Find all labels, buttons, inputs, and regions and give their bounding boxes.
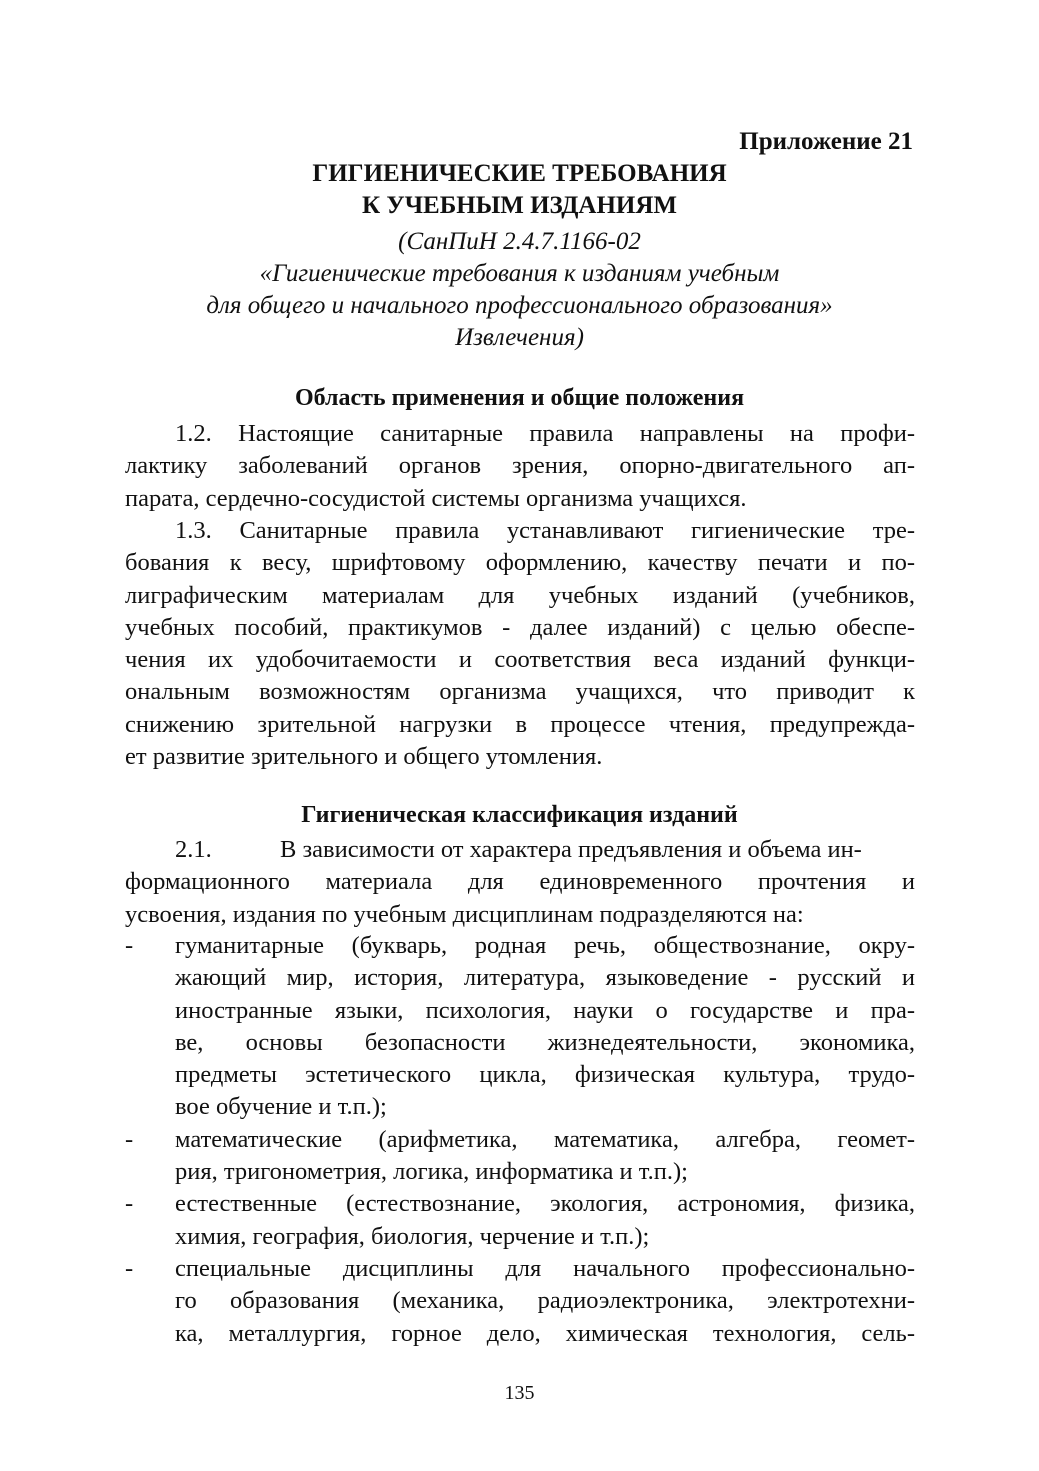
text-line: бования к весу, шрифтовому оформлению, качеству печати и по- — [125, 549, 915, 577]
section-heading-scope: Область применения и общие положения — [294, 385, 745, 411]
title-line-1: ГИГИЕНИЧЕСКИЕ ТРЕБОВАНИЯ — [312, 160, 727, 187]
text-line: иностранные языки, психология, науки о государстве и пра- — [175, 996, 915, 1024]
subtitle-line-1: (СанПиН 2.4.7.1166-02 — [398, 228, 641, 255]
list-dash: - — [125, 1190, 134, 1218]
subtitle-line-4: Извлечения) — [455, 324, 584, 351]
section-heading-classification: Гигиеническая классификация изданий — [301, 802, 738, 828]
list-item — [125, 1253, 915, 1350]
document-subtitle — [0, 226, 1039, 354]
text-line: лиграфическим материалам для учебных изданий (учебников, — [125, 581, 915, 609]
list-item — [125, 1188, 915, 1253]
text-line: рия, тригонометрия, логика, информатика и т.п.); — [175, 1158, 688, 1186]
text-line: 1.3. Санитарные правила устанавливают гигиенические тре- — [175, 517, 915, 544]
clause-number: 2.1. — [175, 836, 212, 863]
paragraph-2-1 — [125, 834, 915, 931]
document-title — [0, 158, 1039, 222]
text-line: формационного материала для единовременного прочтения и — [125, 868, 915, 896]
text-line: химия, география, биология, черчение и т.п.); — [175, 1222, 650, 1250]
text-line: ве, основы безопасности жизнедеятельности, экономика, — [175, 1028, 915, 1056]
text-line: го образования (механика, радиоэлектроника, электротехни- — [175, 1287, 915, 1315]
text-line: 1.2. Настоящие санитарные правила направлены на профи- — [175, 420, 915, 447]
text-line: математические (арифметика, математика, алгебра, геомет- — [175, 1125, 915, 1153]
page-number: 135 — [504, 1382, 535, 1404]
paragraph-1-3 — [125, 515, 915, 773]
text-line: предметы эстетического цикла, физическая культура, трудо- — [175, 1061, 915, 1089]
list-dash: - — [125, 1125, 134, 1153]
paragraph-1-2 — [125, 418, 915, 515]
text-line — [125, 834, 915, 866]
text-line: гуманитарные (букварь, родная речь, обществознание, окру- — [175, 932, 915, 959]
text-line: учебных пособий, практикумов - далее изданий) с целью обеспе- — [125, 613, 915, 641]
text-line: ональным возможностям организма учащихся, что приводит к — [125, 678, 915, 706]
text-line: усвоения, издания по учебным дисциплинам подразделяются на: — [125, 900, 804, 928]
list-item — [125, 1124, 915, 1189]
text-line: ка, металлургия, горное дело, химическая технология, сель- — [175, 1319, 915, 1347]
text-line: чения их удобочитаемости и соответствия веса изданий функци- — [125, 646, 915, 674]
clause-text: В зависимости от характера предъявления и объема ин- — [280, 836, 862, 863]
text-line: специальные дисциплины для начального профессионально- — [175, 1254, 915, 1282]
text-line: жающий мир, история, литература, языковедение - русский и — [175, 964, 915, 992]
list-item — [125, 930, 915, 1124]
text-line: лактику заболеваний органов зрения, опорно-двигательного ап- — [125, 452, 915, 480]
discipline-list — [125, 930, 915, 1350]
list-dash: - — [125, 1254, 134, 1282]
list-dash: - — [125, 932, 134, 959]
text-line: ет развитие зрительного и общего утомления. — [125, 743, 603, 771]
appendix-label: Приложение 21 — [739, 128, 913, 155]
text-line: парата, сердечно-сосудистой системы организма учащихся. — [125, 484, 747, 512]
text-line: вое обучение и т.п.); — [175, 1093, 387, 1121]
subtitle-line-2: «Гигиенические требования к изданиям учебным — [259, 260, 780, 287]
title-line-2: К УЧЕБНЫМ ИЗДАНИЯМ — [361, 192, 678, 219]
text-line: снижению зрительной нагрузки в процессе чтения, предупрежда- — [125, 710, 915, 738]
text-line: естественные (естествознание, экология, астрономия, физика, — [175, 1190, 915, 1218]
subtitle-line-3: для общего и начального профессионального образования» — [206, 292, 833, 319]
